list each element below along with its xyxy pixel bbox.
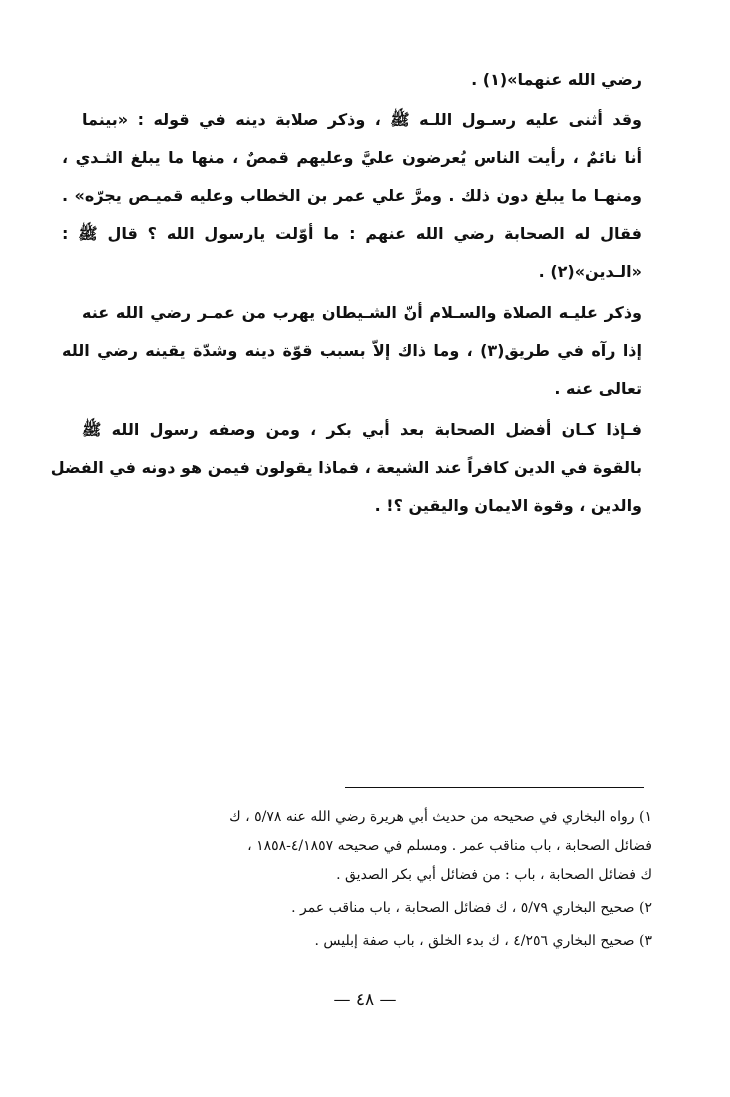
- footnote-line: ١) رواه البخاري في صحيحه من حديث أبي هريرة رضي الله عنه ٥/٧٨ ، ك: [229, 809, 652, 825]
- text-line: رضي الله عنهما»(١) .: [471, 70, 642, 89]
- text-line: بالقوة في الدين كافراً عند الشيعة ، فماذا يقولون فيمن هو دونه في الفضل: [50, 458, 642, 477]
- text-line: وقد أثنى عليه رسـول اللـه ﷺ ، وذكر صلابة دينه في قوله : «بينما: [82, 110, 642, 129]
- text-line: فـإذا كـان أفضل الصحابة بعد أبي بكر ، ومن وصفه رسول الله ﷺ: [82, 420, 642, 439]
- text-line: فقال له الصحابة رضي الله عنهم : ما أوّلت يارسول الله ؟ قال ﷺ :: [62, 224, 642, 243]
- body-text: [50, 70, 643, 530]
- footnote-line: ٣) صحيح البخاري ٤/٢٥٦ ، ك بدء الخلق ، باب صفة إبليس .: [314, 933, 652, 949]
- text-line: تعالى عنه .: [554, 379, 642, 398]
- text-line: «الـدين»(٢) .: [538, 262, 642, 281]
- footnote-line: فضائل الصحابة ، باب مناقب عمر . ومسلم في صحيحه ٤/١٨٥٧-١٨٥٨ ،: [247, 838, 652, 854]
- text-line: ومنهـا ما يبلغ دون ذلك . ومرَّ علي عمر بن الخطاب وعليه قميـص يجرّه» .: [62, 186, 642, 205]
- footnote-divider: [345, 787, 644, 788]
- footnote-line: ٢) صحيح البخاري ٥/٧٩ ، ك فضائل الصحابة ، باب مناقب عمر .: [291, 900, 652, 916]
- footnote-line: ك فضائل الصحابة ، باب : من فضائل أبي بكر الصديق .: [336, 867, 652, 883]
- text-line: والدين ، وقوة الايمان واليقين ؟! .: [374, 496, 642, 515]
- footnotes: [52, 808, 652, 968]
- text-line: وذكر عليـه الصلاة والسـلام أنّ الشـيطان يهرب من عمـر رضي الله عنه: [82, 303, 642, 322]
- text-line: إذا رآه في طريق(٣) ، وما ذاك إلاّ بسبب قوّة دينه وشدّة يقينه رضي الله: [62, 341, 643, 360]
- page-number: — ٤٨ —: [333, 990, 397, 1010]
- text-line: أنا نائمٌ ، رأيت الناس يُعرضون عليَّ وعليهم قمصٌ ، منها ما يبلغ الثـدي ،: [62, 148, 642, 167]
